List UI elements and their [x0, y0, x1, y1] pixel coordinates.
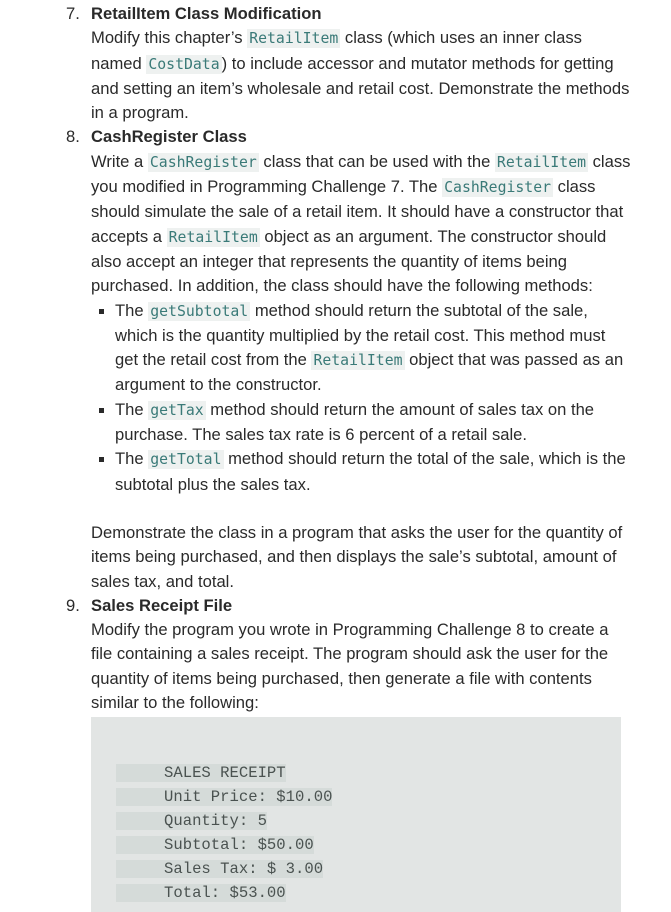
code-text: Sales Tax: $ 3.00: [116, 860, 323, 878]
exercise-number: 7.: [66, 4, 80, 23]
code-line: [116, 857, 621, 881]
exercise-title: RetailItem Class Modification: [91, 4, 322, 23]
code-line: [116, 881, 621, 905]
exercise-8: [0, 125, 671, 593]
inline-code: CostData: [148, 55, 220, 73]
body-text: The: [115, 300, 149, 320]
inline-code: getTax: [150, 401, 204, 419]
exercise-number: 9.: [66, 595, 80, 615]
list-item: [93, 299, 631, 398]
list-item: [93, 398, 631, 448]
body-text: method should return the amount of sales tax on the purchase. The sales tax rate is 6 percent of a retail sale.: [115, 399, 595, 445]
inline-code: getTotal: [150, 451, 222, 469]
spacer: [91, 497, 631, 521]
body-text: object that was passed as an argument to the constructor.: [115, 350, 624, 395]
method-list: [93, 299, 631, 497]
inline-code: RetailItem: [249, 30, 339, 48]
inline-code: CashRegister: [444, 179, 552, 197]
code-text: SALES RECEIPT: [116, 764, 286, 782]
body-text: class that can be used with the: [258, 151, 495, 171]
inline-code: RetailItem: [313, 352, 403, 370]
code-text: Unit Price: $10.00: [116, 788, 332, 806]
exercise-9: [0, 594, 671, 715]
body-text: class should simulate the sale of a retail item. It should have a constructor that accepts a: [91, 177, 624, 246]
code-text: Quantity: 5: [116, 812, 267, 830]
code-line: [116, 833, 621, 857]
list-item: [93, 447, 631, 497]
bullet-icon: [99, 408, 104, 413]
exercise-number: 8.: [66, 127, 80, 147]
body-text: class you modified in Programming Challenge 7. The: [91, 151, 631, 197]
body-text: method should return the total of the sale, which is the subtotal plus the sales tax.: [115, 449, 626, 494]
exercise-title: CashRegister Class: [91, 127, 247, 147]
exercise-body: [91, 26, 631, 125]
body-text: ) to include accessor and mutator methods for getting and setting an item’s wholesale and retail cost. Demonstrate the methods in a program.: [91, 53, 630, 123]
body-text: The: [115, 399, 149, 419]
body-text: Modify this chapter’s: [91, 28, 248, 48]
closing-paragraph: Demonstrate the class in a program that asks the user for the quantity of items being purchased, and then displays the sale’s subtotal, amount of sales tax, and total.: [91, 522, 623, 591]
bullet-icon: [99, 309, 104, 314]
inline-code: RetailItem: [496, 153, 587, 171]
inline-code: getSubtotal: [150, 302, 249, 320]
body-text: Write a: [91, 151, 148, 171]
code-text: Subtotal: $50.00: [116, 836, 314, 854]
bullet-icon: [99, 457, 104, 462]
code-line: [116, 809, 621, 833]
code-text: Total: $53.00: [116, 884, 286, 902]
exercise-body: [91, 150, 631, 299]
exercise-7: [0, 2, 671, 125]
inline-code: CashRegister: [149, 153, 257, 171]
exercise-body: Modify the program you wrote in Programming Challenge 8 to create a file containing a sales receipt. The program should ask the user for the quantity of items being purchased, then generate a file with contents similar to the following:: [91, 620, 609, 713]
body-text: object as an argument. The constructor should also accept an integer that represents the quantity of items being purchased. In addition, the class should have the following methods:: [91, 226, 607, 296]
exercise-title: Sales Receipt File: [91, 595, 233, 615]
body-text: class (which uses an inner class named: [91, 28, 582, 73]
receipt-code-block: [91, 717, 621, 912]
code-line: [116, 761, 621, 785]
inline-code: RetailItem: [168, 228, 258, 246]
body-text: method should return the subtotal of the sale, which is the quantity multiplied by the retail cost. This method must get the retail cost from the: [115, 300, 606, 370]
code-line: [116, 785, 621, 809]
body-text: The: [115, 449, 149, 469]
